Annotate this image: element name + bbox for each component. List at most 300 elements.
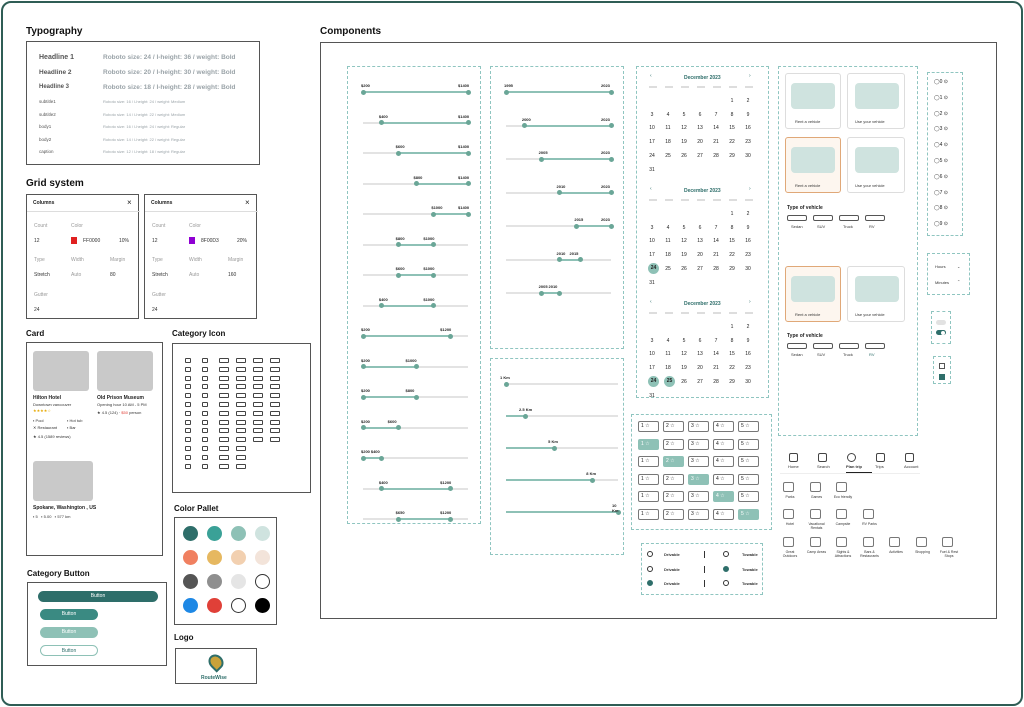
calendar-day[interactable]: 25 [665, 152, 671, 159]
range-slider-min-handle[interactable] [396, 242, 401, 247]
calendar-day[interactable]: 30 [745, 152, 751, 159]
category-chip-icon[interactable] [916, 537, 927, 547]
rating-option[interactable]: 4 ☆ [713, 456, 734, 467]
range-slider-min-handle[interactable] [557, 190, 562, 195]
calendar-day[interactable]: 19 [681, 139, 687, 146]
gutter-value[interactable]: 24 [152, 307, 158, 313]
range-slider-max-handle[interactable] [466, 120, 471, 125]
vehicle-type-icon[interactable] [813, 343, 833, 349]
rating-option[interactable]: 2 ☆ [663, 491, 684, 502]
range-slider-track[interactable] [363, 396, 468, 398]
category-icon[interactable] [219, 367, 229, 372]
rating-option[interactable]: 1 ☆ [638, 421, 659, 432]
radio-drivable[interactable] [647, 551, 653, 557]
checkbox-unchecked[interactable] [939, 363, 945, 369]
button-light[interactable]: Button [40, 627, 98, 638]
range-slider-track[interactable] [506, 259, 611, 261]
category-icon[interactable] [236, 464, 246, 469]
hours-label[interactable]: Hours [935, 264, 946, 269]
category-icon[interactable] [253, 367, 263, 372]
range-slider-track[interactable] [363, 183, 468, 185]
rating-option[interactable]: 4 ☆ [713, 474, 734, 485]
rating-option[interactable]: 3 ☆ [688, 456, 709, 467]
rating-option[interactable]: 5 ☆ [738, 439, 759, 450]
calendar-day[interactable]: 29 [729, 265, 735, 272]
category-icon[interactable] [202, 384, 208, 389]
number-radio[interactable]: ◯0 ⊙ [934, 79, 948, 85]
category-chip-icon[interactable] [836, 537, 847, 547]
range-slider-min-handle[interactable] [396, 273, 401, 278]
radio-towable[interactable] [723, 551, 729, 557]
range-slider-min-handle[interactable] [361, 364, 366, 369]
range-slider-track[interactable] [506, 225, 611, 227]
calendar-day[interactable]: 24 [648, 263, 659, 274]
category-icon[interactable] [253, 393, 263, 398]
range-slider-max-handle[interactable] [431, 242, 436, 247]
close-icon[interactable]: × [127, 198, 132, 207]
rating-option[interactable]: 5 ☆ [738, 474, 759, 485]
category-icon[interactable] [270, 384, 280, 389]
range-slider-min-handle[interactable] [504, 90, 509, 95]
vehicle-type-icon[interactable] [787, 215, 807, 221]
range-slider-max-handle[interactable] [448, 517, 453, 522]
calendar-day[interactable]: 7 [714, 111, 718, 118]
primary-button[interactable]: Button [38, 591, 158, 602]
calendar-day[interactable]: 23 [745, 365, 751, 372]
calendar-day[interactable]: 16 [745, 125, 751, 132]
rating-option[interactable]: 4 ☆ [713, 439, 734, 450]
category-icon[interactable] [219, 464, 229, 469]
range-slider-track[interactable] [363, 122, 468, 124]
count-value[interactable]: 12 [34, 238, 40, 244]
calendar-day[interactable]: 27 [697, 265, 703, 272]
calendar-day[interactable]: 5 [682, 337, 686, 344]
range-slider-track[interactable] [363, 366, 468, 368]
trips-icon[interactable] [876, 453, 885, 462]
range-slider-max-handle[interactable] [609, 90, 614, 95]
calendar-day[interactable]: 31 [649, 392, 655, 399]
vehicle-type-icon[interactable] [839, 343, 859, 349]
minutes-label[interactable]: Minutes [935, 280, 950, 285]
category-icon[interactable] [253, 437, 263, 442]
calendar-day[interactable]: 28 [713, 378, 719, 385]
number-radio[interactable]: ◯6 ⊙ [934, 173, 948, 180]
category-icon[interactable] [185, 455, 191, 460]
category-icon[interactable] [202, 455, 208, 460]
card-image[interactable] [97, 351, 153, 391]
range-slider-track[interactable] [363, 457, 468, 459]
category-icon[interactable] [253, 420, 263, 425]
range-slider-track[interactable] [363, 213, 468, 215]
category-icon[interactable] [236, 384, 246, 389]
range-slider-track[interactable] [363, 152, 468, 154]
calendar-day[interactable]: 13 [697, 351, 703, 358]
category-icon[interactable] [236, 455, 246, 460]
category-chip-icon[interactable] [942, 537, 953, 547]
range-slider-max-handle[interactable] [466, 90, 471, 95]
range-slider-track[interactable] [506, 91, 611, 93]
category-icon[interactable] [185, 428, 191, 433]
category-icon[interactable] [202, 411, 208, 416]
radio-towable[interactable] [723, 566, 729, 572]
category-icon[interactable] [236, 358, 246, 363]
calendar-day[interactable]: 3 [650, 224, 654, 231]
range-slider-track[interactable] [363, 305, 468, 307]
calendar-day[interactable]: 16 [745, 351, 751, 358]
distance-slider-track[interactable] [506, 511, 618, 513]
rating-option[interactable]: 1 ☆ [638, 509, 659, 520]
number-radio[interactable]: ◯3 ⊙ [934, 126, 948, 133]
category-icon[interactable] [219, 437, 229, 442]
calendar-day[interactable]: 30 [745, 378, 751, 385]
category-icon[interactable] [185, 420, 191, 425]
range-slider-min-handle[interactable] [396, 151, 401, 156]
number-radio[interactable]: ◯7 ⊙ [934, 189, 948, 196]
category-icon[interactable] [202, 393, 208, 398]
category-chip-icon[interactable] [783, 537, 794, 547]
range-slider-max-handle[interactable] [431, 273, 436, 278]
button-outline[interactable]: Button [40, 645, 98, 656]
calendar-day[interactable]: 9 [746, 224, 750, 231]
category-icon[interactable] [253, 358, 263, 363]
calendar-prev-icon[interactable]: ‹ [650, 299, 652, 305]
calendar-day[interactable]: 14 [713, 351, 719, 358]
number-radio[interactable]: ◯2 ⊙ [934, 110, 948, 117]
margin-value[interactable]: 160 [228, 272, 237, 278]
calendar-day[interactable]: 16 [745, 238, 751, 245]
rating-option[interactable]: 5 ☆ [738, 421, 759, 432]
range-slider-min-handle[interactable] [539, 157, 544, 162]
calendar-day[interactable]: 28 [713, 265, 719, 272]
category-icon[interactable] [185, 437, 191, 442]
vehicle-type-icon[interactable] [865, 343, 885, 349]
range-slider-min-handle[interactable] [431, 212, 436, 217]
rating-option[interactable]: 3 ☆ [688, 421, 709, 432]
category-icon[interactable] [219, 393, 229, 398]
category-icon[interactable] [270, 402, 280, 407]
range-slider-track[interactable] [363, 274, 468, 276]
radio-drivable[interactable] [647, 580, 653, 586]
calendar-day[interactable]: 21 [713, 139, 719, 146]
calendar-day[interactable]: 6 [698, 224, 702, 231]
range-slider-max-handle[interactable] [466, 212, 471, 217]
calendar-day[interactable]: 8 [730, 111, 734, 118]
rating-option[interactable]: 4 ☆ [713, 491, 734, 502]
calendar-day[interactable]: 15 [729, 125, 735, 132]
opacity-value[interactable]: 10% [119, 238, 130, 244]
category-icon[interactable] [202, 402, 208, 407]
search-icon[interactable] [818, 453, 827, 462]
category-icon[interactable] [219, 384, 229, 389]
calendar-day[interactable]: 11 [665, 238, 671, 245]
calendar-day[interactable]: 24 [648, 376, 659, 387]
category-icon[interactable] [219, 358, 229, 363]
calendar-day[interactable]: 4 [666, 224, 670, 231]
category-icon[interactable] [253, 376, 263, 381]
category-icon[interactable] [270, 411, 280, 416]
category-icon[interactable] [185, 411, 191, 416]
category-icon[interactable] [270, 437, 280, 442]
range-slider-min-handle[interactable] [574, 224, 579, 229]
count-value[interactable]: 12 [152, 238, 158, 244]
category-icon[interactable] [219, 446, 229, 451]
category-icon[interactable] [219, 376, 229, 381]
color-value[interactable]: 8F00D3 [201, 238, 219, 244]
category-chip-icon[interactable] [810, 509, 821, 519]
category-icon[interactable] [236, 376, 246, 381]
category-icon[interactable] [202, 367, 208, 372]
range-slider-min-handle[interactable] [361, 334, 366, 339]
vehicle-type-icon[interactable] [813, 215, 833, 221]
category-icon[interactable] [202, 446, 208, 451]
rating-option[interactable]: 2 ☆ [663, 509, 684, 520]
calendar-day[interactable]: 18 [665, 365, 671, 372]
gutter-value[interactable]: 24 [34, 307, 40, 313]
category-chip-icon[interactable] [783, 509, 794, 519]
calendar-day[interactable]: 24 [649, 152, 655, 159]
toggle-on[interactable] [936, 330, 946, 335]
category-icon[interactable] [236, 393, 246, 398]
distance-slider-handle[interactable] [523, 414, 528, 419]
calendar-day[interactable]: 27 [697, 378, 703, 385]
distance-slider-handle[interactable] [552, 446, 557, 451]
range-slider-min-handle[interactable] [539, 291, 544, 296]
opacity-value[interactable]: 20% [237, 238, 248, 244]
category-chip-icon[interactable] [810, 482, 821, 492]
calendar-day[interactable]: 20 [697, 365, 703, 372]
button-medium[interactable]: Button [40, 609, 98, 620]
rating-option[interactable]: 3 ☆ [688, 509, 709, 520]
card-image[interactable] [33, 461, 93, 501]
number-radio[interactable]: ◯9 ⊙ [934, 221, 948, 228]
category-icon[interactable] [253, 384, 263, 389]
calendar-day[interactable]: 8 [730, 224, 734, 231]
margin-value[interactable]: 80 [110, 272, 116, 278]
vehicle-type-icon[interactable] [787, 343, 807, 349]
calendar-day[interactable]: 3 [650, 337, 654, 344]
calendar-day[interactable]: 21 [713, 252, 719, 259]
distance-slider-track[interactable] [506, 415, 618, 417]
rating-option[interactable]: 3 ☆ [688, 439, 709, 450]
range-slider-min-handle[interactable] [396, 517, 401, 522]
range-slider-min-handle[interactable] [361, 456, 366, 461]
category-chip-icon[interactable] [783, 482, 794, 492]
category-icon[interactable] [270, 367, 280, 372]
calendar-day[interactable]: 12 [681, 238, 687, 245]
calendar-day[interactable]: 22 [729, 252, 735, 259]
calendar-day[interactable]: 26 [681, 378, 687, 385]
number-radio[interactable]: ◯1 ⊙ [934, 94, 948, 101]
category-chip-icon[interactable] [889, 537, 900, 547]
category-chip-icon[interactable] [836, 482, 847, 492]
calendar-day[interactable]: 25 [665, 265, 671, 272]
plan-trip-icon[interactable] [847, 453, 856, 462]
range-slider-max-handle[interactable] [414, 395, 419, 400]
range-slider-max-handle[interactable] [557, 291, 562, 296]
calendar-prev-icon[interactable]: ‹ [650, 186, 652, 192]
category-icon[interactable] [202, 437, 208, 442]
range-slider-min-handle[interactable] [379, 303, 384, 308]
calendar-day[interactable]: 2 [746, 98, 750, 104]
rating-option[interactable]: 2 ☆ [663, 439, 684, 450]
calendar-next-icon[interactable]: › [749, 299, 751, 305]
category-icon[interactable] [236, 411, 246, 416]
category-icon[interactable] [185, 446, 191, 451]
category-chip-icon[interactable] [836, 509, 847, 519]
category-icon[interactable] [185, 393, 191, 398]
calendar-day[interactable]: 19 [681, 252, 687, 259]
home-icon[interactable] [789, 453, 798, 462]
calendar-day[interactable]: 25 [664, 376, 675, 387]
calendar-day[interactable]: 19 [681, 365, 687, 372]
calendar-day[interactable]: 20 [697, 252, 703, 259]
rating-option[interactable]: 3 ☆ [688, 474, 709, 485]
category-icon[interactable] [270, 420, 280, 425]
range-slider-max-handle[interactable] [466, 181, 471, 186]
category-icon[interactable] [185, 367, 191, 372]
calendar-day[interactable]: 6 [698, 111, 702, 118]
range-slider-track[interactable] [363, 488, 468, 490]
calendar-day[interactable]: 22 [729, 139, 735, 146]
calendar-prev-icon[interactable]: ‹ [650, 73, 652, 79]
calendar-day[interactable]: 7 [714, 337, 718, 344]
color-value[interactable]: FF0000 [83, 238, 101, 244]
distance-slider-handle[interactable] [504, 382, 509, 387]
number-radio[interactable]: ◯4 ⊙ [934, 142, 948, 149]
calendar-day[interactable]: 27 [697, 152, 703, 159]
category-icon[interactable] [270, 358, 280, 363]
range-slider-max-handle[interactable] [448, 334, 453, 339]
rating-option[interactable]: 1 ☆ [638, 439, 659, 450]
calendar-day[interactable]: 10 [649, 351, 655, 358]
calendar-day[interactable]: 6 [698, 337, 702, 344]
range-slider-track[interactable] [506, 158, 611, 160]
calendar-day[interactable]: 21 [713, 365, 719, 372]
chevron-up-icon[interactable]: ⌃ [957, 279, 961, 284]
calendar-day[interactable]: 11 [665, 125, 671, 132]
calendar-day[interactable]: 9 [746, 337, 750, 344]
rating-option[interactable]: 2 ☆ [663, 421, 684, 432]
category-icon[interactable] [270, 393, 280, 398]
type-value[interactable]: Stretch [152, 272, 168, 278]
category-icon[interactable] [185, 384, 191, 389]
rating-option[interactable]: 1 ☆ [638, 456, 659, 467]
category-icon[interactable] [236, 420, 246, 425]
category-icon[interactable] [253, 428, 263, 433]
category-icon[interactable] [236, 428, 246, 433]
calendar-day[interactable]: 2 [746, 324, 750, 330]
calendar-day[interactable]: 1 [730, 211, 734, 217]
calendar-day[interactable]: 18 [665, 139, 671, 146]
rating-option[interactable]: 3 ☆ [688, 491, 709, 502]
number-radio[interactable]: ◯8 ⊙ [934, 205, 948, 212]
calendar-day[interactable]: 31 [649, 166, 655, 173]
calendar-day[interactable]: 23 [745, 139, 751, 146]
category-icon[interactable] [236, 446, 246, 451]
calendar-day[interactable]: 26 [681, 152, 687, 159]
radio-towable[interactable] [723, 580, 729, 586]
calendar-day[interactable]: 3 [650, 111, 654, 118]
calendar-day[interactable]: 1 [730, 98, 734, 104]
range-slider-min-handle[interactable] [379, 486, 384, 491]
range-slider-max-handle[interactable] [431, 303, 436, 308]
range-slider-max-handle[interactable] [609, 157, 614, 162]
category-icon[interactable] [236, 367, 246, 372]
calendar-day[interactable]: 26 [681, 265, 687, 272]
calendar-day[interactable]: 17 [649, 139, 655, 146]
rating-option[interactable]: 4 ☆ [713, 509, 734, 520]
category-icon[interactable] [236, 402, 246, 407]
calendar-next-icon[interactable]: › [749, 73, 751, 79]
account-icon[interactable] [905, 453, 914, 462]
distance-slider-track[interactable] [506, 383, 618, 385]
distance-slider-handle[interactable] [590, 478, 595, 483]
category-icon[interactable] [202, 464, 208, 469]
range-slider-track[interactable] [363, 518, 468, 520]
checkbox-checked[interactable] [939, 374, 945, 380]
category-icon[interactable] [219, 455, 229, 460]
width-value[interactable]: Auto [71, 272, 82, 278]
calendar-day[interactable]: 12 [681, 351, 687, 358]
range-slider-track[interactable] [363, 335, 468, 337]
rating-option[interactable]: 2 ☆ [663, 456, 684, 467]
category-icon[interactable] [219, 428, 229, 433]
vehicle-type-icon[interactable] [865, 215, 885, 221]
category-icon[interactable] [185, 464, 191, 469]
rating-option[interactable]: 5 ☆ [738, 491, 759, 502]
range-slider-min-handle[interactable] [522, 123, 527, 128]
rating-option[interactable]: 4 ☆ [713, 421, 734, 432]
calendar-day[interactable]: 8 [730, 337, 734, 344]
calendar-day[interactable]: 7 [714, 224, 718, 231]
calendar-day[interactable]: 14 [713, 238, 719, 245]
calendar-day[interactable]: 15 [729, 351, 735, 358]
category-icon[interactable] [202, 420, 208, 425]
type-value[interactable]: Stretch [34, 272, 50, 278]
toggle-off[interactable] [936, 320, 946, 325]
range-slider-track[interactable] [506, 125, 611, 127]
range-slider-min-handle[interactable] [361, 395, 366, 400]
calendar-day[interactable]: 5 [682, 224, 686, 231]
rating-option[interactable]: 1 ☆ [638, 491, 659, 502]
calendar-day[interactable]: 13 [697, 238, 703, 245]
rating-option[interactable]: 5 ☆ [738, 456, 759, 467]
calendar-next-icon[interactable]: › [749, 186, 751, 192]
calendar-day[interactable]: 17 [649, 252, 655, 259]
vehicle-type-icon[interactable] [839, 215, 859, 221]
category-icon[interactable] [219, 411, 229, 416]
category-icon[interactable] [270, 376, 280, 381]
category-icon[interactable] [219, 402, 229, 407]
calendar-day[interactable]: 28 [713, 152, 719, 159]
calendar-day[interactable]: 30 [745, 265, 751, 272]
range-slider-max-handle[interactable] [414, 364, 419, 369]
range-slider-track[interactable] [363, 427, 468, 429]
calendar-day[interactable]: 12 [681, 125, 687, 132]
range-slider-max-handle[interactable] [379, 456, 384, 461]
calendar-day[interactable]: 4 [666, 337, 670, 344]
range-slider-max-handle[interactable] [578, 257, 583, 262]
category-icon[interactable] [253, 402, 263, 407]
category-icon[interactable] [185, 402, 191, 407]
range-slider-min-handle[interactable] [361, 90, 366, 95]
close-icon[interactable]: × [245, 198, 250, 207]
range-slider-min-handle[interactable] [557, 257, 562, 262]
category-chip-icon[interactable] [810, 537, 821, 547]
category-chip-icon[interactable] [863, 537, 874, 547]
range-slider-track[interactable] [363, 91, 468, 93]
rating-option[interactable]: 1 ☆ [638, 474, 659, 485]
